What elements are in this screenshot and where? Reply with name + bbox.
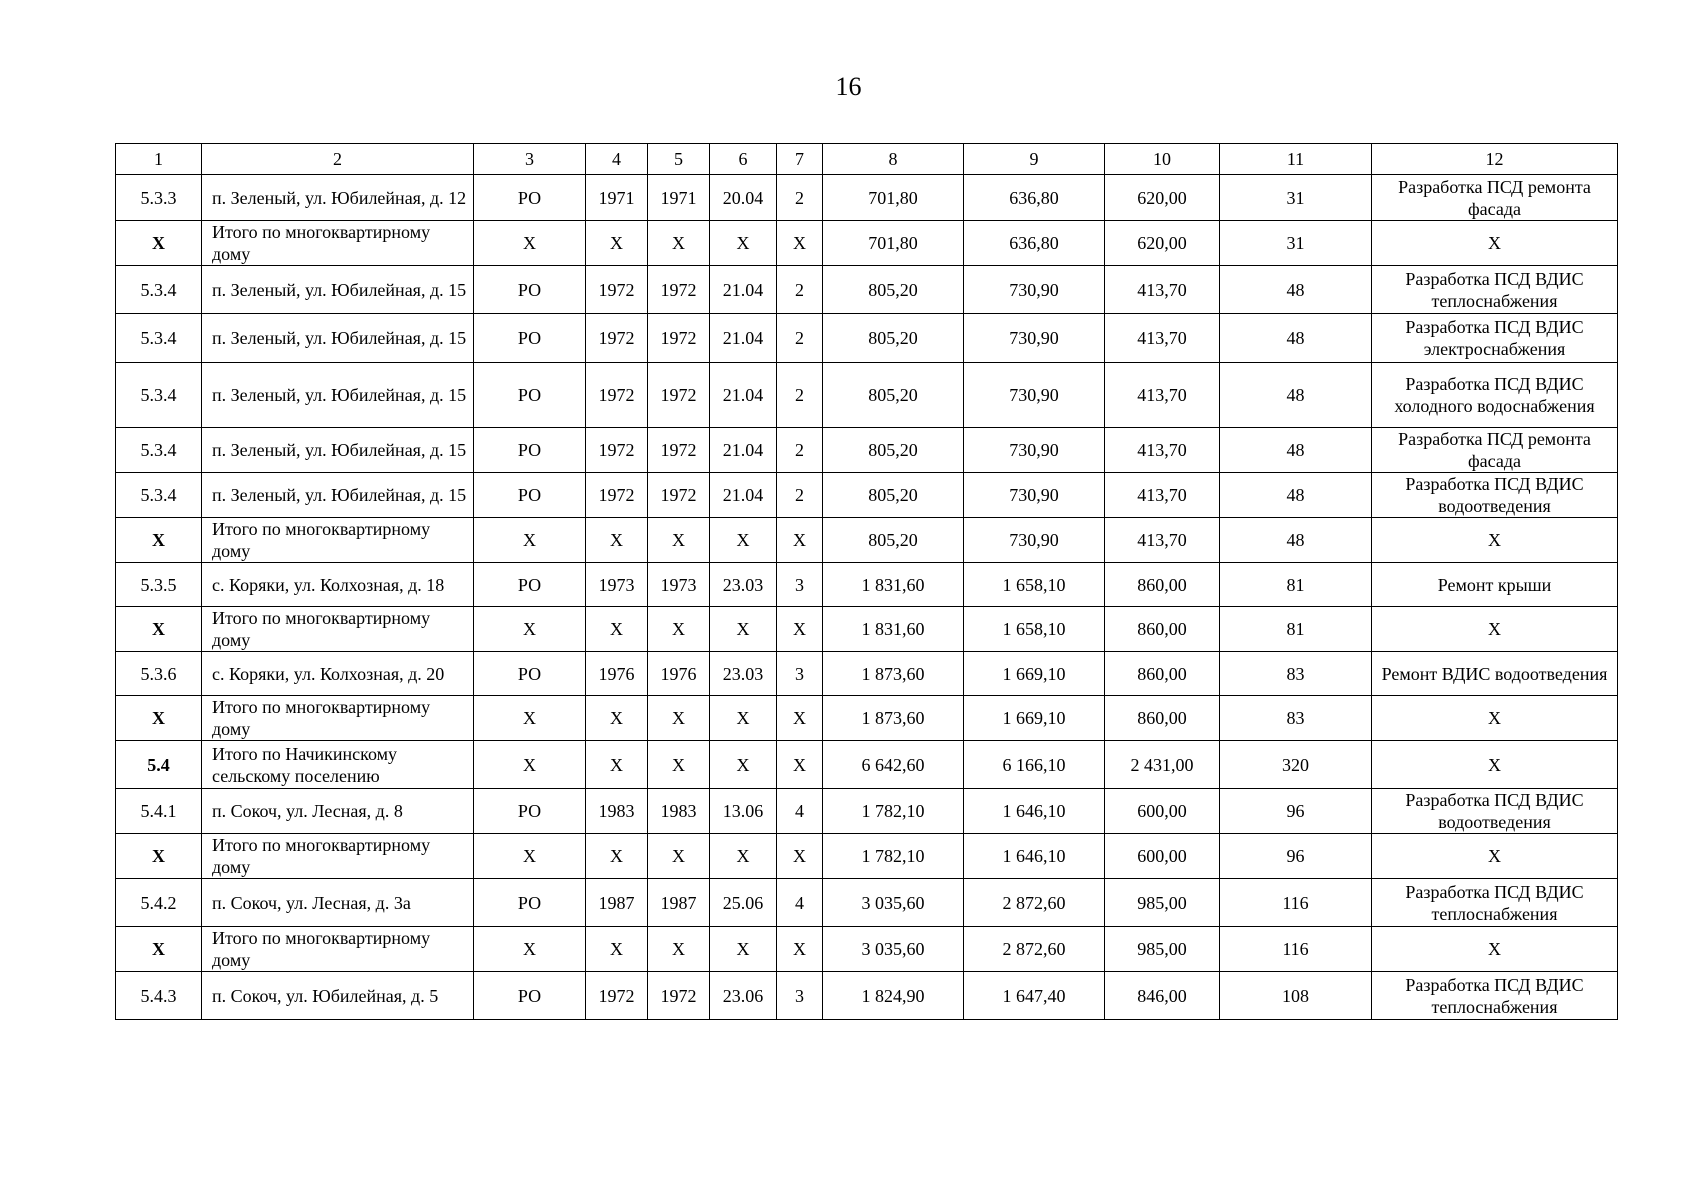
cell-date: 25.06 (710, 879, 777, 927)
cell-area-living: 860,00 (1105, 607, 1220, 652)
cell-type: РО (474, 428, 586, 473)
cell-type: РО (474, 175, 586, 221)
cell-area-premises: 730,90 (964, 363, 1105, 428)
cell-residents: 108 (1220, 972, 1372, 1020)
cell-total-area: 1 873,60 (823, 696, 964, 741)
cell-year-built: X (586, 607, 648, 652)
cell-address: п. Зеленый, ул. Юбилейная, д. 15 (202, 266, 474, 314)
table-row (116, 789, 1618, 834)
cell-address: Итого по многоквартирному дому (202, 927, 474, 972)
cell-work-type: Разработка ПСД ВДИС теплоснабжения (1372, 879, 1618, 927)
cell-total-area: 1 824,90 (823, 972, 964, 1020)
cell-floors: 3 (777, 652, 823, 696)
cell-area-living: 600,00 (1105, 789, 1220, 834)
cell-residents: 31 (1220, 221, 1372, 266)
cell-residents: 83 (1220, 696, 1372, 741)
cell-total-area: 1 782,10 (823, 834, 964, 879)
cell-residents: 116 (1220, 927, 1372, 972)
cell-year-commissioned: 1972 (648, 363, 710, 428)
table-row (116, 834, 1618, 879)
table-row (116, 652, 1618, 696)
cell-area-premises: 730,90 (964, 518, 1105, 563)
cell-date: 21.04 (710, 473, 777, 518)
cell-num: 5.3.6 (116, 652, 202, 696)
cell-date: X (710, 927, 777, 972)
cell-date: 21.04 (710, 428, 777, 473)
header-cell-2: 2 (202, 144, 474, 175)
cell-area-living: 860,00 (1105, 652, 1220, 696)
cell-floors: X (777, 834, 823, 879)
cell-num: 5.3.3 (116, 175, 202, 221)
header-cell-7: 7 (777, 144, 823, 175)
cell-num: X (116, 518, 202, 563)
cell-address: п. Зеленый, ул. Юбилейная, д. 15 (202, 314, 474, 363)
cell-total-area: 805,20 (823, 473, 964, 518)
cell-type: X (474, 518, 586, 563)
cell-area-living: 846,00 (1105, 972, 1220, 1020)
cell-floors: 3 (777, 972, 823, 1020)
cell-residents: 81 (1220, 607, 1372, 652)
header-cell-5: 5 (648, 144, 710, 175)
cell-year-commissioned: X (648, 927, 710, 972)
table-row (116, 221, 1618, 266)
cell-address: Итого по многоквартирному дому (202, 696, 474, 741)
cell-type: X (474, 607, 586, 652)
cell-num: 5.4.3 (116, 972, 202, 1020)
cell-date: 23.06 (710, 972, 777, 1020)
cell-year-built: 1987 (586, 879, 648, 927)
cell-total-area: 701,80 (823, 175, 964, 221)
cell-floors: 2 (777, 175, 823, 221)
cell-work-type: Разработка ПСД ВДИС водоотведения (1372, 789, 1618, 834)
cell-residents: 320 (1220, 741, 1372, 789)
cell-date: X (710, 696, 777, 741)
cell-year-built: 1972 (586, 266, 648, 314)
cell-floors: 2 (777, 473, 823, 518)
cell-total-area: 1 782,10 (823, 789, 964, 834)
cell-area-premises: 1 669,10 (964, 652, 1105, 696)
cell-residents: 96 (1220, 789, 1372, 834)
table-row (116, 473, 1618, 518)
cell-year-commissioned: X (648, 221, 710, 266)
header-cell-11: 11 (1220, 144, 1372, 175)
cell-work-type: Ремонт крыши (1372, 563, 1618, 607)
header-cell-1: 1 (116, 144, 202, 175)
cell-floors: X (777, 518, 823, 563)
table-row (116, 363, 1618, 428)
cell-type: X (474, 834, 586, 879)
cell-area-living: 860,00 (1105, 563, 1220, 607)
cell-area-living: 413,70 (1105, 363, 1220, 428)
cell-area-living: 413,70 (1105, 473, 1220, 518)
cell-work-type: Разработка ПСД ВДИС холодного водоснабжения (1372, 363, 1618, 428)
cell-address: п. Сокоч, ул. Лесная, д. 3а (202, 879, 474, 927)
table-row (116, 741, 1618, 789)
cell-floors: 4 (777, 879, 823, 927)
cell-address: п. Зеленый, ул. Юбилейная, д. 12 (202, 175, 474, 221)
cell-area-living: 860,00 (1105, 696, 1220, 741)
cell-address: Итого по многоквартирному дому (202, 607, 474, 652)
table-row (116, 518, 1618, 563)
cell-floors: 3 (777, 563, 823, 607)
cell-year-commissioned: X (648, 518, 710, 563)
cell-work-type: X (1372, 696, 1618, 741)
cell-num: 5.3.4 (116, 428, 202, 473)
cell-address: п. Сокоч, ул. Юбилейная, д. 5 (202, 972, 474, 1020)
cell-type: РО (474, 879, 586, 927)
cell-residents: 48 (1220, 473, 1372, 518)
cell-area-premises: 730,90 (964, 314, 1105, 363)
cell-year-built: 1972 (586, 972, 648, 1020)
cell-type: РО (474, 652, 586, 696)
cell-work-type: Разработка ПСД ВДИС электроснабжения (1372, 314, 1618, 363)
cell-num: 5.3.5 (116, 563, 202, 607)
cell-year-built: 1976 (586, 652, 648, 696)
cell-year-built: X (586, 927, 648, 972)
cell-area-premises: 1 658,10 (964, 607, 1105, 652)
cell-year-built: 1972 (586, 363, 648, 428)
cell-type: X (474, 741, 586, 789)
cell-type: РО (474, 563, 586, 607)
cell-year-commissioned: X (648, 834, 710, 879)
cell-date: X (710, 518, 777, 563)
cell-area-living: 2 431,00 (1105, 741, 1220, 789)
cell-type: РО (474, 314, 586, 363)
cell-date: 21.04 (710, 314, 777, 363)
cell-date: 20.04 (710, 175, 777, 221)
cell-floors: 4 (777, 789, 823, 834)
data-table (115, 143, 1618, 1020)
cell-address: п. Зеленый, ул. Юбилейная, д. 15 (202, 473, 474, 518)
cell-residents: 96 (1220, 834, 1372, 879)
cell-area-living: 985,00 (1105, 879, 1220, 927)
cell-num: X (116, 834, 202, 879)
cell-floors: X (777, 927, 823, 972)
cell-date: 23.03 (710, 652, 777, 696)
cell-year-built: 1973 (586, 563, 648, 607)
cell-area-living: 413,70 (1105, 428, 1220, 473)
table-row (116, 314, 1618, 363)
cell-total-area: 3 035,60 (823, 879, 964, 927)
cell-year-commissioned: 1971 (648, 175, 710, 221)
cell-residents: 48 (1220, 363, 1372, 428)
header-cell-9: 9 (964, 144, 1105, 175)
table-row (116, 879, 1618, 927)
cell-num: X (116, 927, 202, 972)
header-cell-10: 10 (1105, 144, 1220, 175)
cell-area-living: 600,00 (1105, 834, 1220, 879)
cell-floors: 2 (777, 314, 823, 363)
cell-floors: 2 (777, 266, 823, 314)
cell-area-premises: 2 872,60 (964, 879, 1105, 927)
table-row (116, 266, 1618, 314)
cell-address: п. Зеленый, ул. Юбилейная, д. 15 (202, 363, 474, 428)
cell-work-type: Разработка ПСД ремонта фасада (1372, 428, 1618, 473)
cell-num: 5.4.2 (116, 879, 202, 927)
cell-year-commissioned: 1987 (648, 879, 710, 927)
cell-total-area: 805,20 (823, 428, 964, 473)
cell-address: п. Сокоч, ул. Лесная, д. 8 (202, 789, 474, 834)
cell-area-living: 413,70 (1105, 518, 1220, 563)
cell-area-premises: 636,80 (964, 221, 1105, 266)
cell-floors: X (777, 221, 823, 266)
cell-year-built: 1972 (586, 314, 648, 363)
cell-year-commissioned: 1972 (648, 473, 710, 518)
cell-date: X (710, 834, 777, 879)
table-row (116, 972, 1618, 1020)
cell-area-premises: 1 646,10 (964, 789, 1105, 834)
cell-address: п. Зеленый, ул. Юбилейная, д. 15 (202, 428, 474, 473)
cell-area-premises: 1 669,10 (964, 696, 1105, 741)
cell-date: 21.04 (710, 266, 777, 314)
cell-residents: 81 (1220, 563, 1372, 607)
cell-date: X (710, 607, 777, 652)
cell-year-commissioned: 1972 (648, 428, 710, 473)
cell-type: РО (474, 473, 586, 518)
cell-num: 5.3.4 (116, 363, 202, 428)
cell-year-commissioned: 1972 (648, 314, 710, 363)
cell-year-built: X (586, 221, 648, 266)
cell-date: 21.04 (710, 363, 777, 428)
cell-total-area: 1 831,60 (823, 563, 964, 607)
cell-year-built: 1983 (586, 789, 648, 834)
cell-year-commissioned: 1972 (648, 972, 710, 1020)
cell-work-type: X (1372, 221, 1618, 266)
cell-area-living: 620,00 (1105, 221, 1220, 266)
cell-num: X (116, 221, 202, 266)
cell-date: X (710, 741, 777, 789)
cell-total-area: 1 873,60 (823, 652, 964, 696)
cell-work-type: Ремонт ВДИС водоотведения (1372, 652, 1618, 696)
cell-area-premises: 1 646,10 (964, 834, 1105, 879)
cell-floors: X (777, 741, 823, 789)
cell-num: X (116, 607, 202, 652)
cell-floors: 2 (777, 363, 823, 428)
cell-type: X (474, 927, 586, 972)
cell-residents: 48 (1220, 314, 1372, 363)
cell-area-premises: 1 647,40 (964, 972, 1105, 1020)
cell-work-type: Разработка ПСД ВДИС теплоснабжения (1372, 266, 1618, 314)
cell-date: 13.06 (710, 789, 777, 834)
cell-area-living: 413,70 (1105, 314, 1220, 363)
cell-area-living: 985,00 (1105, 927, 1220, 972)
cell-type: X (474, 221, 586, 266)
cell-work-type: Разработка ПСД ВДИС водоотведения (1372, 473, 1618, 518)
cell-total-area: 6 642,60 (823, 741, 964, 789)
cell-residents: 48 (1220, 518, 1372, 563)
cell-address: Итого по многоквартирному дому (202, 834, 474, 879)
cell-address: Итого по многоквартирному дому (202, 221, 474, 266)
cell-work-type: X (1372, 607, 1618, 652)
cell-residents: 116 (1220, 879, 1372, 927)
table-row (116, 696, 1618, 741)
page-number: 16 (835, 72, 862, 101)
cell-area-premises: 730,90 (964, 266, 1105, 314)
cell-floors: X (777, 696, 823, 741)
cell-floors: X (777, 607, 823, 652)
cell-work-type: Разработка ПСД ВДИС теплоснабжения (1372, 972, 1618, 1020)
cell-total-area: 1 831,60 (823, 607, 964, 652)
cell-year-commissioned: 1973 (648, 563, 710, 607)
cell-area-premises: 636,80 (964, 175, 1105, 221)
cell-address: с. Коряки, ул. Колхозная, д. 18 (202, 563, 474, 607)
header-cell-6: 6 (710, 144, 777, 175)
cell-area-premises: 1 658,10 (964, 563, 1105, 607)
cell-work-type: X (1372, 927, 1618, 972)
cell-residents: 48 (1220, 428, 1372, 473)
cell-address: с. Коряки, ул. Колхозная, д. 20 (202, 652, 474, 696)
cell-area-living: 413,70 (1105, 266, 1220, 314)
table-row (116, 563, 1618, 607)
cell-year-built: X (586, 696, 648, 741)
cell-area-premises: 730,90 (964, 473, 1105, 518)
cell-num: 5.3.4 (116, 473, 202, 518)
cell-work-type: Разработка ПСД ремонта фасада (1372, 175, 1618, 221)
table-row (116, 927, 1618, 972)
cell-num: X (116, 696, 202, 741)
cell-num: 5.4 (116, 741, 202, 789)
header-cell-3: 3 (474, 144, 586, 175)
cell-total-area: 805,20 (823, 363, 964, 428)
header-cell-4: 4 (586, 144, 648, 175)
cell-year-commissioned: X (648, 607, 710, 652)
cell-year-built: 1971 (586, 175, 648, 221)
cell-num: 5.3.4 (116, 266, 202, 314)
cell-area-premises: 2 872,60 (964, 927, 1105, 972)
cell-area-premises: 730,90 (964, 428, 1105, 473)
cell-year-commissioned: 1983 (648, 789, 710, 834)
table-header-row (116, 144, 1618, 175)
cell-type: РО (474, 266, 586, 314)
cell-residents: 83 (1220, 652, 1372, 696)
header-cell-8: 8 (823, 144, 964, 175)
cell-work-type: X (1372, 834, 1618, 879)
header-cell-12: 12 (1372, 144, 1618, 175)
cell-num: 5.3.4 (116, 314, 202, 363)
cell-year-commissioned: X (648, 696, 710, 741)
cell-type: РО (474, 789, 586, 834)
table-row (116, 175, 1618, 221)
cell-total-area: 805,20 (823, 518, 964, 563)
cell-year-built: 1972 (586, 473, 648, 518)
cell-total-area: 805,20 (823, 314, 964, 363)
cell-residents: 31 (1220, 175, 1372, 221)
cell-num: 5.4.1 (116, 789, 202, 834)
table-row (116, 607, 1618, 652)
cell-date: X (710, 221, 777, 266)
cell-area-premises: 6 166,10 (964, 741, 1105, 789)
cell-type: X (474, 696, 586, 741)
cell-address: Итого по многоквартирному дому (202, 518, 474, 563)
cell-residents: 48 (1220, 266, 1372, 314)
cell-total-area: 701,80 (823, 221, 964, 266)
cell-date: 23.03 (710, 563, 777, 607)
cell-address: Итого по Начикинскому сельскому поселению (202, 741, 474, 789)
cell-total-area: 3 035,60 (823, 927, 964, 972)
cell-work-type: X (1372, 518, 1618, 563)
cell-type: РО (474, 363, 586, 428)
cell-total-area: 805,20 (823, 266, 964, 314)
cell-area-living: 620,00 (1105, 175, 1220, 221)
cell-year-commissioned: X (648, 741, 710, 789)
cell-year-commissioned: 1972 (648, 266, 710, 314)
cell-type: РО (474, 972, 586, 1020)
cell-year-built: 1972 (586, 428, 648, 473)
cell-year-built: X (586, 741, 648, 789)
cell-year-built: X (586, 518, 648, 563)
cell-work-type: X (1372, 741, 1618, 789)
table-row (116, 428, 1618, 473)
cell-floors: 2 (777, 428, 823, 473)
cell-year-commissioned: 1976 (648, 652, 710, 696)
cell-year-built: X (586, 834, 648, 879)
